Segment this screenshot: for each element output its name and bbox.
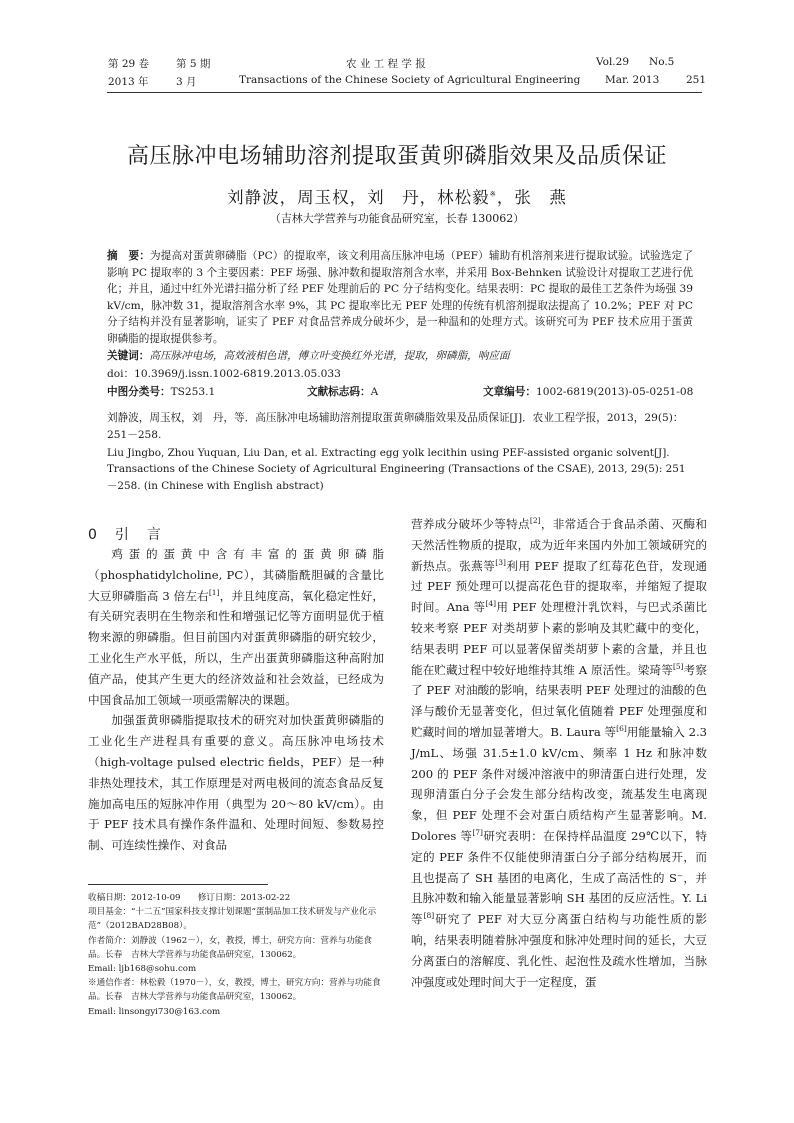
keywords-label: 关键词： (107, 350, 150, 362)
citation-english: Liu Jingbo, Zhou Yuquan, Liu Dan, et al. Extracting egg yolk lecithin using PEF-assisted organic solvent[J]. Transactions of the Chinese Society of Agricultural Engineering (Transactions of the CSAE), 2013, 29(5): 251－258. (in Chinese with English abstract) (107, 447, 686, 492)
citation-ref: [3] (495, 557, 506, 567)
keywords (107, 348, 693, 365)
citation-ref: [7] (472, 828, 483, 838)
footnote-author: 作者简介：刘静波（1962－），女，教授，博士，研究方向：营养与功能食品。长春 吉林大学营养与功能食品研究室，130062。 (88, 935, 372, 960)
last-author: ，张 燕 (496, 188, 567, 207)
citation-ref: [8] (423, 911, 435, 921)
abstract-label: 摘 要： (107, 250, 151, 262)
doc-code: A (370, 386, 379, 398)
abstract-text: 为提高对蛋黄卵磷脂（PC）的提取率，该文利用高压脉冲电场（PEF）辅助有机溶剂来进行提取试验。试验选定了影响 PC 提取率的 3 个主要因素：PEF 场强、脉冲数和提取溶剂含水率，并采用 Box-Behnken 试验设计对提取工艺进行优化；并且，通过中红外光谱扫描分析了经 PEF 处理前后的 PC 分子结构变化。结果表明：PC 提取的最佳工艺条件为场强 39 kV/cm，脉冲数 31，提取溶剂含水率 9%，其 PC 提取率比无 PEF 处理的传统有机溶剂提取法提高了 10.2%；PEF 对 PC 分子结构并没有显著影响，证实了 PEF 对食品营养成分破坏少，是一种温和的处理方式。该研究可为 PEF 技术应用于蛋黄卵磷脂的提取提供参考。 (107, 250, 693, 345)
abstract (107, 248, 693, 348)
header-month-cn: 3 月 (176, 76, 197, 88)
authors-main: 刘静波，周玉权，刘 丹，林松毅 (227, 188, 490, 207)
footnote-fund: 项目基金：“十二五”国家科技支撑计划课题“蛋制品加工技术研发与产业化示范”（2012BAD28B08）。 (88, 907, 377, 932)
body-column-right (411, 514, 707, 992)
header-volume-en: Vol.29 (596, 56, 629, 68)
footnote-corresponding: ※通信作者：林松毅（1970－），女，教授，博士，研究方向：营养与功能食品。长春 吉林大学营养与功能食品研究室，130062。 (88, 978, 381, 1003)
body-column-left (88, 544, 384, 856)
doc-code-label: 文献标志码： (307, 386, 371, 398)
citation-ref: [4] (485, 599, 497, 609)
paragraph: 加强蛋黄卵磷脂提取技术的研究对加快蛋黄卵磷脂的工业化生产进程具有重要的意义。高压脉冲电场技术（high-voltage pulsed electric fields，PEF）是一种非热处理技术，其工作原理是对两电极间的流态食品反复施加高电压的短脉冲作用（典型为 20～80 kV/cm）。由于 PEF 技术具有操作条件温和、处理时间短、参数易控制、可连续性操作、对食品 (88, 713, 384, 853)
footnote-rule (88, 884, 268, 885)
footnote-author-email: Email: ljb168@sohu.com (88, 964, 197, 975)
author-list (0, 184, 794, 208)
corresponding-mark: ※ (489, 189, 497, 199)
clc-code: TS253.1 (170, 386, 216, 398)
citation-chinese: 刘静波，周玉权，刘 丹，等．高压脉冲电场辅助溶剂提取蛋黄卵磷脂效果及品质保证[J]．农业工程学报，2013，29(5)：251－258. (107, 412, 684, 441)
header-issue-en: No.5 (649, 56, 675, 68)
section-heading-introduction: 0 引 言 (88, 527, 163, 543)
header-page-number: 251 (686, 74, 707, 86)
citation-ref: [1] (208, 587, 220, 597)
article-no-label: 文章编号： (483, 386, 536, 398)
footnote-received: 收稿日期：2012-10-09 修订日期：2013-02-22 (88, 893, 291, 903)
header-issue-cn: 第 5 期 (176, 58, 211, 70)
paragraph: 鸡蛋的蛋黄中含有丰富的蛋黄卵磷脂（phosphatidylcholine, PC），其磷脂酰胆碱的含量比大豆卵磷脂高 3 倍左右[1]，并且纯度高，氧化稳定性好，有关研究表明在生物亲和性和增强记忆等方面明显优于植物来源的卵磷脂。但目前国内对蛋黄卵磷脂的研究较少，工业化生产水平低，所以，生产出蛋黄卵磷脂这种高附加值产品，使其产生更大的经济效益和社会效益，已经成为中国食品加工领域一项亟需解决的课题。 (88, 547, 384, 707)
header-journal-en: Transactions of the Chinese Society of Agricultural Engineering (239, 74, 581, 86)
header-date-en: Mar. 2013 (605, 74, 660, 86)
header-volume-cn: 第 29 卷 (108, 58, 150, 70)
article-no: 1002-6819(2013)-05-0251-08 (535, 386, 694, 398)
classification-row (107, 384, 693, 401)
keywords-text: 高压脉冲电场，高效液相色谱，傅立叶变换红外光谱，提取，卵磷脂，响应面 (149, 350, 510, 362)
affiliation: （吉林大学营养与功能食品研究室，长春 130062） (269, 212, 525, 225)
header-journal-cn: 农 业 工 程 学 报 (346, 58, 426, 70)
doi: doi：10.3969/j.issn.1002-6819.2013.05.033 (107, 368, 341, 380)
citation-ref: [6] (616, 724, 627, 734)
header-year-cn: 2013 年 (108, 76, 149, 88)
footnotes (88, 891, 388, 1019)
header-rule (107, 92, 702, 93)
footnote-corresponding-email: Email: linsongyi730@163.com (88, 1006, 221, 1017)
citation-ref: [5] (672, 661, 684, 671)
clc-label: 中图分类号： (107, 386, 171, 398)
paper-title: 高压脉冲电场辅助溶剂提取蛋黄卵磷脂效果及品质保证 (126, 144, 667, 169)
paragraph: 营养成分破坏少等特点[2]，非常适合于食品杀菌、灭酶和天然活性物质的提取，成为近年来国内外加工领域研究的新热点。张燕等[3]利用 PEF 提取了红莓花色苷，发现通过 PEF 预处理可以提高花色苷的提取率，并缩短了提取时间。Ana 等[4]用 PEF 处理橙汁乳饮料，与巴式杀菌比较来考察 PEF 对类胡萝卜素的影响及其贮藏中的变化，结果表明 PEF 可以显著保留类胡萝卜素的含量，并且也能在贮藏过程中较好地维持其维 A 原活性。梁琦等[5]考察了 PEF 对油酸的影响，结果表明 PEF 处理过的油酸的色泽与酸价无显著变化，但过氧化值随着 PEF 处理强度和贮藏时间的增加显著增大。B. Laura 等[6]用能量输入 2.3 J/mL、场强 31.5±1.0 kV/cm、频率 1 Hz 和脉冲数 200 的 PEF 条件对缓冲溶液中的卵清蛋白进行处理，发现卵清蛋白分子会发生部分结构改变，巯基发生电离现象，但 PEF 处理不会对蛋白质结构产生显著影响。M. Dolores 等[7]研究表明：在保持样品温度 29℃以下，特定的 PEF 条件不仅能使卵清蛋白分子部分结构展开，而且也提高了 SH 基团的电离化，生成了高活性的 S⁻，并且脉冲数和输入能量显著影响 SH 基团的反应活性。Y. Li 等[8]研究了 PEF 对大豆分离蛋白结构与功能性质的影响，结果表明随着脉冲强度和脉冲处理时间的延长，大豆分离蛋白的溶解度、乳化性、起泡性及疏水性增加，当脉冲强度或处理时间大于一定程度，蛋 (411, 516, 708, 989)
citation-ref: [2] (529, 516, 541, 526)
